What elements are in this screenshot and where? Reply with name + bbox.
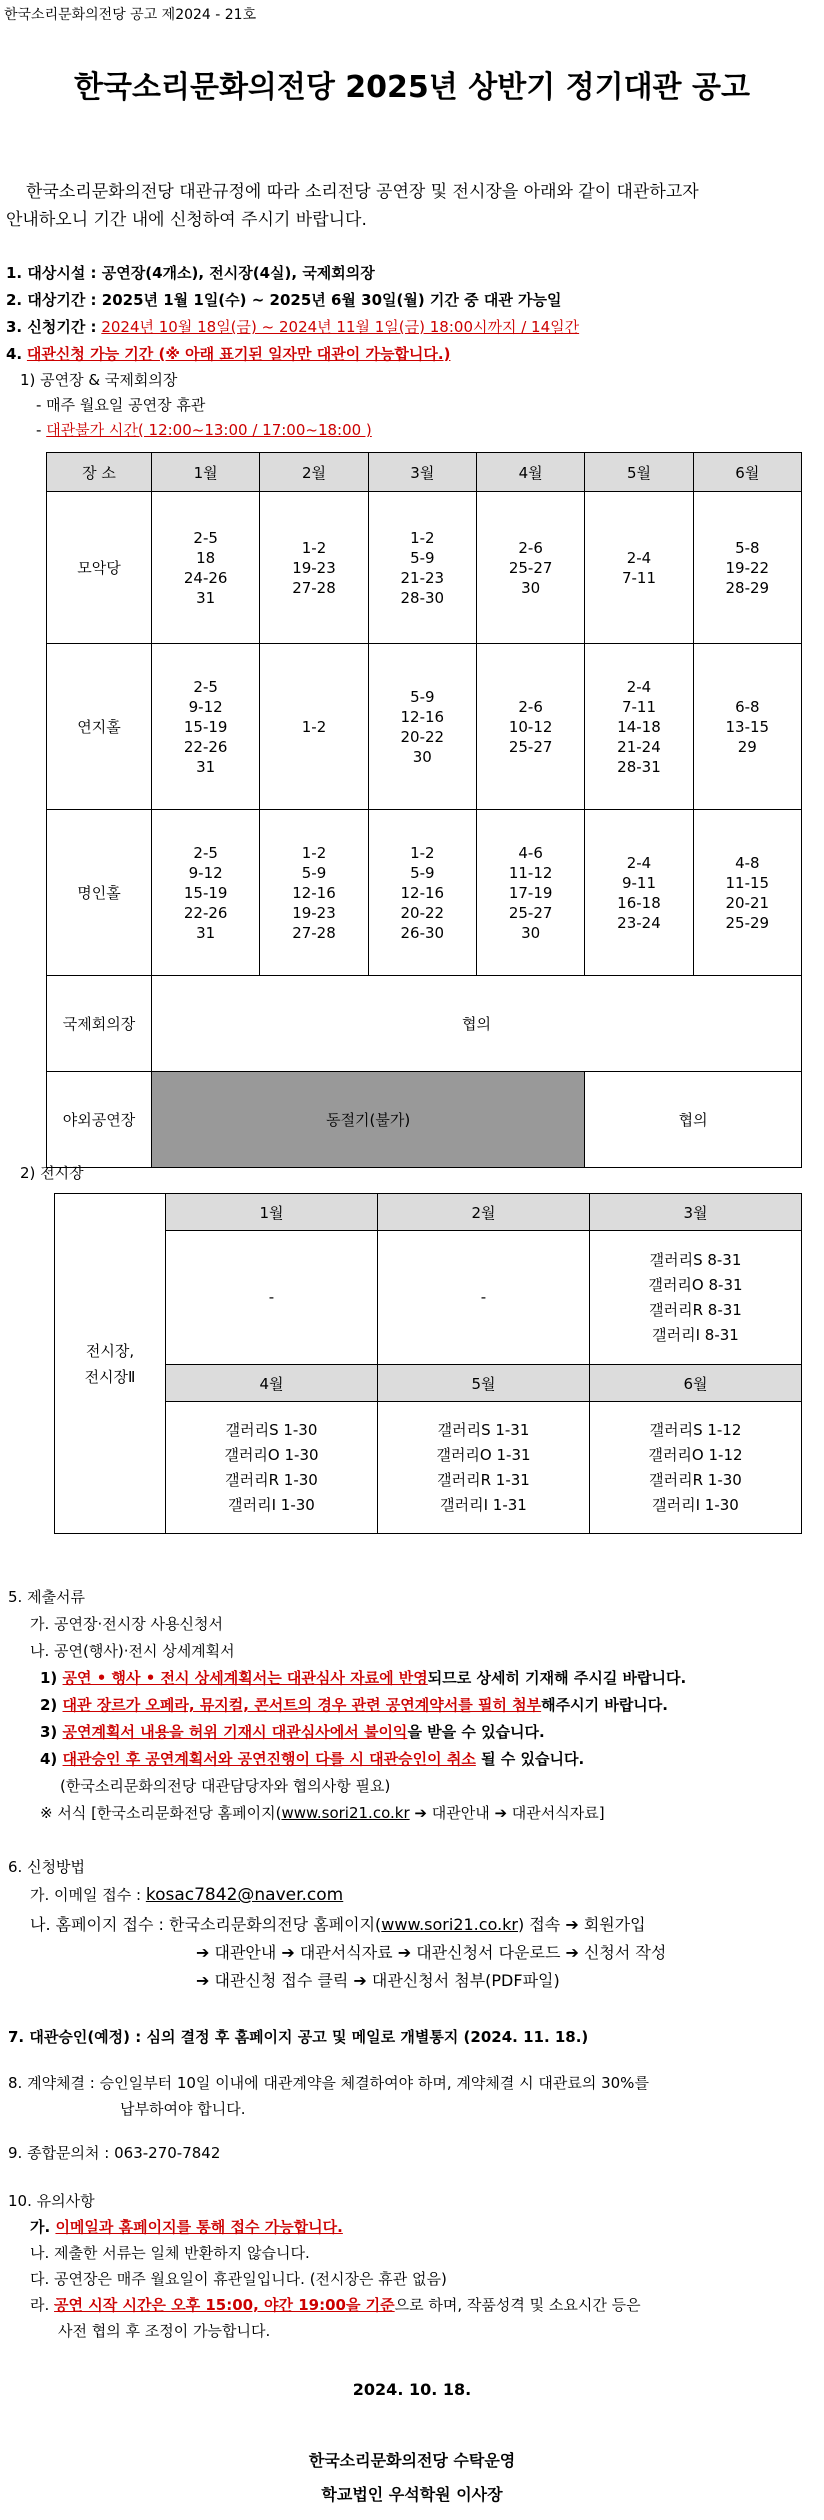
date-cell: 5-8 19-22 28-29 <box>693 492 801 644</box>
docs-note-1 <box>40 1667 686 1688</box>
table-row <box>55 1402 802 1534</box>
exhibit-venue-name: 전시장, 전시장Ⅱ <box>55 1194 166 1534</box>
date-cell: 2-4 9-11 16-18 23-24 <box>585 810 693 976</box>
docs-note-1-red: 공연 • 행사 • 전시 상세계획서는 대관심사 자료에 반영 <box>62 1669 428 1687</box>
venue-header-may: 5월 <box>585 453 693 492</box>
date-cell: 2-5 9-12 15-19 22-26 31 <box>152 810 260 976</box>
intro-line-1: 한국소리문화의전당 대관규정에 따라 소리전당 공연장 및 전시장을 아래와 같이 대관하고자 <box>26 182 699 202</box>
item-target-facility <box>6 262 375 283</box>
notes-heading: 10. 유의사항 <box>8 2192 95 2210</box>
docs-note-4-rest: 될 수 있습니다. <box>475 1750 585 1768</box>
exhibit-header-feb: 2월 <box>378 1194 590 1231</box>
docs-note-2-rest: 해주시기 바랍니다. <box>541 1696 668 1714</box>
exhibit-header-mar: 3월 <box>590 1194 802 1231</box>
docs-note-1-rest: 되므로 상세히 기재해 주시길 바랍니다. <box>427 1669 687 1687</box>
item-2-label: 2. 대상기간 : <box>6 291 97 309</box>
date-cell: 1-2 5-9 21-23 28-30 <box>368 492 476 644</box>
venue-header-mar: 3월 <box>368 453 476 492</box>
intl-consult-cell: 협의 <box>152 976 802 1072</box>
item-4-value: 대관신청 가능 기간 (※ 아래 표기된 일자만 대관이 가능합니다.) <box>26 345 451 363</box>
date-cell: 6-8 13-15 29 <box>693 644 801 810</box>
contract-line-2: 납부하여야 합니다. <box>120 2100 246 2118</box>
venue-table-header <box>47 453 802 492</box>
notes-ga-text: 이메일과 홈페이지를 통해 접수 가능합니다. <box>55 2218 343 2236</box>
date-cell: 5-9 12-16 20-22 30 <box>368 644 476 810</box>
item-apply-period <box>6 316 579 337</box>
date-cell: 2-5 9-12 15-19 22-26 31 <box>152 644 260 810</box>
apply-email <box>30 1884 343 1905</box>
item-available-period <box>6 343 450 364</box>
contract-line-1: 8. 계약체결 : 승인일부터 10일 이내에 대관계약을 체결하여야 하며, 계약체결 시 대관료의 30%를 <box>8 2074 649 2092</box>
exhibit-header-may: 5월 <box>378 1365 590 1402</box>
table-row <box>55 1231 802 1365</box>
date-cell: 1-2 5-9 12-16 19-23 27-28 <box>260 810 368 976</box>
contact-line: 9. 종합문의처 : 063-270-7842 <box>8 2144 221 2162</box>
gallery-cell: 갤러리S 8-31 갤러리O 8-31 갤러리R 8-31 갤러리I 8-31 <box>590 1231 802 1365</box>
exhibition-availability-table <box>54 1193 802 1534</box>
apply-web-link[interactable]: www.sori21.co.kr <box>381 1915 518 1934</box>
venue-header-apr: 4월 <box>476 453 584 492</box>
venue-name: 명인홀 <box>47 810 152 976</box>
docs-note-3-num: 3) <box>40 1723 58 1741</box>
date-cell: 4-8 11-15 20-21 25-29 <box>693 810 801 976</box>
notes-ga <box>30 2216 343 2237</box>
apply-web-l1-pre: 한국소리문화의전당 홈페이지( <box>169 1915 382 1934</box>
apply-web-label: 나. 홈페이지 접수 : <box>30 1915 164 1934</box>
date-cell: 4-6 11-12 17-19 25-27 30 <box>476 810 584 976</box>
outdoor-consult-cell: 협의 <box>585 1072 802 1168</box>
notes-ra-rest: 으로 하며, 작품성격 및 소요시간 등은 <box>394 2296 641 2314</box>
exhibit-header-apr: 4월 <box>166 1365 378 1402</box>
apply-web <box>30 1912 646 1935</box>
gallery-cell: - <box>166 1231 378 1365</box>
notes-ra-line-2: 사전 협의 후 조정이 가능합니다. <box>58 2322 271 2340</box>
docs-note-3-rest: 을 받을 수 있습니다. <box>407 1723 545 1741</box>
gallery-cell: 갤러리S 1-30 갤러리O 1-30 갤러리R 1-30 갤러리I 1-30 <box>166 1402 378 1534</box>
date-cell: 2-6 25-27 30 <box>476 492 584 644</box>
outdoor-winter-blocked-cell: 동절기(불가) <box>152 1072 585 1168</box>
docs-note-1-num: 1) <box>40 1669 58 1687</box>
docs-form-suffix: ➔ 대관안내 ➔ 대관서식자료] <box>409 1804 605 1822</box>
page-title: 한국소리문화의전당 2025년 상반기 정기대관 공고 <box>74 70 750 105</box>
item-target-period <box>6 289 562 310</box>
venue-note-dash: - <box>36 421 42 439</box>
gallery-cell: 갤러리S 1-12 갤러리O 1-12 갤러리R 1-30 갤러리I 1-30 <box>590 1402 802 1534</box>
intro-paragraph <box>0 178 810 234</box>
date-cell: 2-6 10-12 25-27 <box>476 644 584 810</box>
footer-org-2: 학교법인 우석학원 이사장 <box>321 2485 503 2504</box>
venue-note-monday: - 매주 월요일 공연장 휴관 <box>36 396 206 414</box>
notes-ra-num: 라. <box>30 2296 50 2314</box>
venue-header-feb: 2월 <box>260 453 368 492</box>
docs-form-prefix: ※ 서식 [한국소리문화전당 홈페이지( <box>40 1804 282 1822</box>
notice-number: 한국소리문화의전당 공고 제2024 - 21호 <box>4 7 257 23</box>
docs-form-note <box>40 1802 605 1823</box>
venue-name: 연지홀 <box>47 644 152 810</box>
notes-ga-num: 가. <box>30 2218 51 2236</box>
docs-item-ga: 가. 공연장·전시장 사용신청서 <box>30 1615 223 1633</box>
item-1-label: 1. 대상시설 : <box>6 264 97 282</box>
docs-form-link[interactable]: www.sori21.co.kr <box>281 1804 410 1822</box>
docs-note-3-red: 공연계획서 내용을 허위 기재시 대관심사에서 불이익 <box>62 1723 408 1741</box>
notes-da: 다. 공연장은 매주 월요일이 휴관일입니다. (전시장은 휴관 없음) <box>30 2270 447 2288</box>
table-row <box>47 976 802 1072</box>
venue-name: 모악당 <box>47 492 152 644</box>
gallery-cell: 갤러리S 1-31 갤러리O 1-31 갤러리R 1-31 갤러리I 1-31 <box>378 1402 590 1534</box>
docs-note-2-red: 대관 장르가 오페라, 뮤지컬, 콘서트의 경우 관련 공연계약서를 필히 첨부 <box>62 1696 542 1714</box>
docs-note-4 <box>40 1748 584 1769</box>
apply-email-link[interactable]: kosac7842@naver.com <box>145 1885 344 1905</box>
table-row <box>47 810 802 976</box>
footer-date: 2024. 10. 18. <box>352 2380 472 2399</box>
venue-note-blocked-time <box>36 419 372 440</box>
table-row <box>47 644 802 810</box>
venue-note-blocked-text: 대관불가 시간( 12:00~13:00 / 17:00~18:00 ) <box>46 421 372 439</box>
footer-org-1: 한국소리문화의전당 수탁운영 <box>308 2451 516 2470</box>
item-3-value: 2024년 10월 18일(금) ~ 2024년 11월 1일(금) 18:00시까지 / 14일간 <box>101 318 580 336</box>
venue-name: 야외공연장 <box>47 1072 152 1168</box>
notes-ra <box>30 2294 641 2315</box>
docs-heading: 5. 제출서류 <box>8 1588 86 1606</box>
apply-email-label: 가. 이메일 접수 : <box>30 1886 142 1904</box>
notes-ra-red: 공연 시작 시간은 오후 15:00, 야간 19:00을 기준 <box>54 2296 395 2314</box>
exhibit-header-jun: 6월 <box>590 1365 802 1402</box>
exhibit-header-bottom <box>55 1365 802 1402</box>
intro-line-2: 안내하오니 기간 내에 신청하여 주시기 바랍니다. <box>6 210 367 230</box>
docs-note-4-num: 4) <box>40 1750 58 1768</box>
item-1-value: 공연장(4개소), 전시장(4실), 국제회의장 <box>96 264 375 282</box>
exhibit-header-jan: 1월 <box>166 1194 378 1231</box>
item-4-label: 4. <box>6 345 23 363</box>
date-cell: 1-2 19-23 27-28 <box>260 492 368 644</box>
approval-text: 심의 결정 후 홈페이지 공고 및 메일로 개별통지 (2024. 11. 18.) <box>141 2028 589 2046</box>
date-cell: 2-5 18 24-26 31 <box>152 492 260 644</box>
apply-web-steps-2: ➔ 대관안내 ➔ 대관서식자료 ➔ 대관신청서 다운로드 ➔ 신청서 작성 <box>196 1943 667 1962</box>
venue-section-heading: 1) 공연장 & 국제회의장 <box>20 371 178 389</box>
date-cell: 2-4 7-11 14-18 21-24 28-31 <box>585 644 693 810</box>
venue-header-jan: 1월 <box>152 453 260 492</box>
date-cell: 1-2 5-9 12-16 20-22 26-30 <box>368 810 476 976</box>
apply-web-steps-3: ➔ 대관신청 접수 클릭 ➔ 대관신청서 첨부(PDF파일) <box>196 1971 560 1990</box>
date-cell: 1-2 <box>260 644 368 810</box>
item-2-value: 2025년 1월 1일(수) ~ 2025년 6월 30일(월) 기간 중 대관 가능일 <box>96 291 562 309</box>
venue-availability-table <box>46 452 802 1168</box>
table-row <box>47 492 802 644</box>
exhibit-header-top <box>55 1194 802 1231</box>
docs-item-na: 나. 공연(행사)·전시 상세계획서 <box>30 1642 235 1660</box>
apply-heading: 6. 신청방법 <box>8 1858 86 1876</box>
venue-header-jun: 6월 <box>693 453 801 492</box>
docs-note-4-red: 대관승인 후 공연계획서와 공연진행이 다를 시 대관승인이 취소 <box>62 1750 476 1768</box>
docs-note-2-num: 2) <box>40 1696 58 1714</box>
venue-name: 국제회의장 <box>47 976 152 1072</box>
date-cell: 2-4 7-11 <box>585 492 693 644</box>
table-row <box>47 1072 802 1168</box>
approval-notice <box>8 2026 588 2047</box>
venue-header-place: 장 소 <box>47 453 152 492</box>
exhibit-section-heading: 2) 전시장 <box>20 1164 84 1182</box>
docs-note-4-sub: (한국소리문화의전당 대관담당자와 협의사항 필요) <box>60 1777 391 1795</box>
apply-web-l1-post: ) 접속 ➔ 회원가입 <box>518 1915 646 1934</box>
item-3-label: 3. 신청기간 : <box>6 318 97 336</box>
approval-label: 7. 대관승인(예정) : <box>8 2028 142 2046</box>
notes-na: 나. 제출한 서류는 일체 반환하지 않습니다. <box>30 2244 310 2262</box>
docs-note-3 <box>40 1721 545 1742</box>
docs-note-2 <box>40 1694 668 1715</box>
gallery-cell: - <box>378 1231 590 1365</box>
